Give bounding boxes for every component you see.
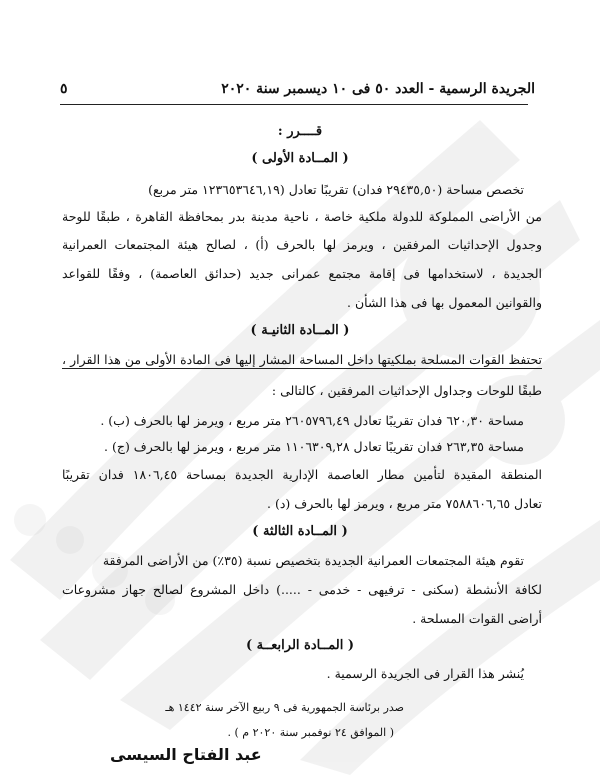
article-4-heading: ( المــادة الرابعــة ) <box>246 638 354 653</box>
article-1-line: الجديدة ، لاستخدامها فى إقامة مجتمع عمرانى جديد (حدائق العاصمة) ، وفقًا للقواعد <box>62 266 542 281</box>
article-1-line: من الأراضى المملوكة للدولة ملكية خاصة ، ناحية مدينة بدر بمحافظة القاهرة ، طبقًا للوحة <box>62 209 542 224</box>
article-2-line: مساحة ٢٦٣,٣٥ فدان تقريبًا تعادل ١١٠٦٣٠٩,٢٨ متر مربع ، ويرمز لها بالحرف (ج) . <box>104 439 524 454</box>
issued-date-hijri: صدر برئاسة الجمهورية فى ٩ ربيع الآخر سنة ١٤٤٢ هـ <box>165 701 404 714</box>
article-2-line: طبقًا للوحات وجداول الإحداثيات المرفقين ، كالتالى : <box>271 383 542 398</box>
issued-date-gregorian: ( الموافق ٢٤ نوفمبر سنة ٢٠٢٠ م ) . <box>227 726 394 739</box>
header-divider <box>60 104 528 105</box>
article-1-line: وجدول الإحداثيات المرفقين ، ويرمز لها بالحرف (أ) ، لصالح هيئة المجتمعات العمرانية <box>62 237 542 252</box>
article-3-line: لكافة الأنشطة (سكنى - ترفيهى - خدمى - .....) داخل المشروع لصالح جهاز مشروعات <box>62 582 542 597</box>
article-2-line-text: تحتفظ القوات المسلحة بملكيتها داخل المساحة المشار إليها فى المادة الأولى من هذا القرار ، <box>62 352 542 367</box>
article-2-line: المنطقة المقيدة لتأمين مطار العاصمة الإدارية الجديدة بمساحة ١٨٠٦,٤٥ فدان تقريبًا <box>62 467 542 482</box>
article-1-line: والقوانين المعمول بها فى هذا الشأن . <box>347 295 542 310</box>
header-title: الجريدة الرسمية - العدد ٥٠ فى ١٠ ديسمبر سنة ٢٠٢٠ <box>221 81 535 97</box>
article-2-heading: ( المــادة الثانيـة ) <box>250 323 350 338</box>
article-1-line: تخصص مساحة (٢٩٤٣٥,٥٠ فدان) تقريبًا تعادل (١٢٣٦٥٣٦٤٦,١٩ متر مربع) <box>148 182 524 197</box>
signature: عبد الفتاح السيسى <box>110 745 262 764</box>
article-2-line: مساحة ٦٢٠,٣٠ فدان تقريبًا تعادل ٢٦٠٥٧٩٦,٤٩ متر مربع ، ويرمز لها بالحرف (ب) . <box>100 413 524 428</box>
page-header <box>60 78 535 100</box>
article-3-line: تقوم هيئة المجتمعات العمرانية الجديدة بتخصيص نسبة (٣٥٪) من الأراضى المرفقة <box>102 553 524 568</box>
article-1-heading: ( المــادة الأولى ) <box>251 151 349 166</box>
article-3-heading: ( المــادة الثالثة ) <box>252 524 348 539</box>
article-2-line <box>62 350 542 370</box>
article-2-line: تعادل ٧٥٨٨٦٠٦,٦٥ متر مربع ، ويرمز لها بالحرف (د) . <box>267 496 542 511</box>
page-number: ٥ <box>60 81 68 97</box>
article-4-line: يُنشر هذا القرار فى الجريدة الرسمية . <box>326 666 524 681</box>
article-3-line: أراضى القوات المسلحة . <box>412 611 542 626</box>
decision-title: قــــرر : <box>277 124 323 139</box>
